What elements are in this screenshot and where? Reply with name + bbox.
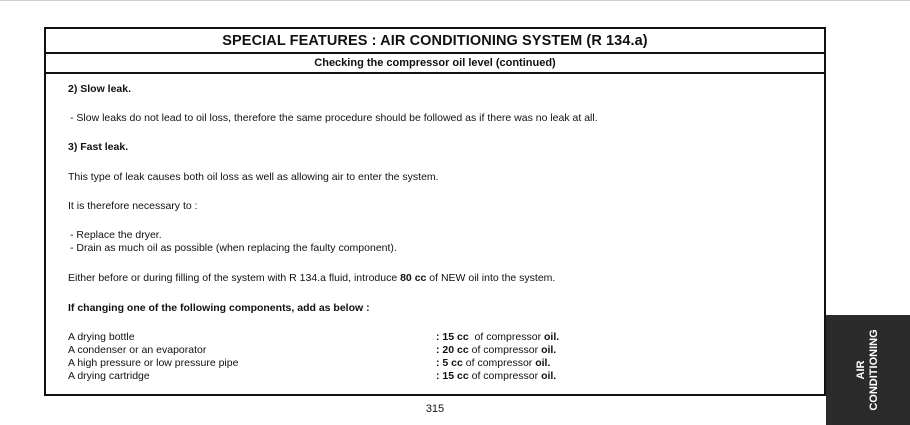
fill-instruction xyxy=(68,272,555,285)
component-quantity: : 5 cc of compressor oil. xyxy=(436,357,551,369)
component-name: A high pressure or low pressure pipe xyxy=(68,357,239,369)
components-heading: If changing one of the following components, add as below : xyxy=(68,302,370,314)
page-subtitle: Checking the compressor oil level (continued) xyxy=(46,54,824,74)
bullet-replace-dryer: - Replace the dryer. xyxy=(70,229,162,241)
component-quantity: : 15 cc of compressor oil. xyxy=(436,331,560,343)
component-name: A condenser or an evaporator xyxy=(68,344,207,356)
slow-leak-text: - Slow leaks do not lead to oil loss, therefore the same procedure should be followed as if there was no leak at all. xyxy=(70,112,598,124)
side-tab-line-2: CONDITIONING xyxy=(868,329,880,411)
fill-text-after: of NEW oil into the system. xyxy=(426,272,556,284)
top-border-line xyxy=(0,0,910,1)
fill-text-before: Either before or during filling of the system with R 134.a fluid, introduce xyxy=(68,272,401,284)
section-side-tab xyxy=(826,315,910,425)
fill-amount: 80 cc xyxy=(400,272,427,284)
component-row xyxy=(68,357,808,370)
side-tab-label xyxy=(855,329,881,410)
component-quantity: : 20 cc of compressor oil. xyxy=(436,344,557,356)
component-row xyxy=(68,344,808,357)
component-row xyxy=(68,331,808,344)
component-name: A drying cartridge xyxy=(68,370,150,382)
fast-leak-heading: 3) Fast leak. xyxy=(68,141,129,153)
fast-leak-text-1: This type of leak causes both oil loss as well as allowing air to enter the system. xyxy=(68,171,439,183)
page-number: 315 xyxy=(425,403,445,415)
side-tab-line-1: AIR xyxy=(855,360,867,380)
page-title: SPECIAL FEATURES : AIR CONDITIONING SYSTEM (R 134.a) xyxy=(46,29,824,54)
component-quantity: : 15 cc of compressor oil. xyxy=(436,370,557,382)
page-frame xyxy=(44,27,826,396)
component-row xyxy=(68,370,808,383)
fast-leak-text-2: It is therefore necessary to : xyxy=(68,200,198,212)
component-name: A drying bottle xyxy=(68,331,135,343)
bullet-drain-oil: - Drain as much oil as possible (when replacing the faulty component). xyxy=(70,242,397,254)
slow-leak-heading: 2) Slow leak. xyxy=(68,83,132,95)
